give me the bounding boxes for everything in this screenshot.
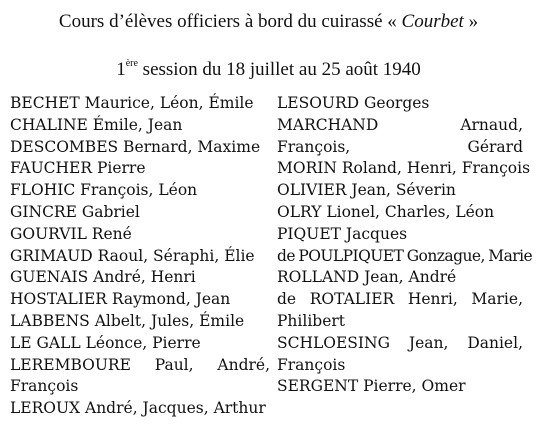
- roster-entry: LEROUX André, Jacques, Arthur: [10, 399, 266, 418]
- roster-entry: MORIN Roland, Henri, François: [277, 159, 531, 178]
- roster-entry: de ROTALIER Henri, Marie, Philibert: [277, 290, 523, 330]
- roster-entry: CHALINE Émile, Jean: [10, 115, 183, 134]
- roster-entry: OLRY Lionel, Charles, Léon: [277, 202, 495, 221]
- session-ordinal: ère: [125, 58, 138, 69]
- roster-entry: SERGENT Pierre, Omer: [277, 377, 466, 396]
- roster-entry: FAUCHER Pierre: [10, 159, 146, 178]
- roster-entry: FLOHIC François, Léon: [10, 181, 198, 200]
- roster-entry: LESOURD Georges: [277, 94, 430, 112]
- roster-entry: PIQUET Jacques: [277, 224, 408, 243]
- roster-entry: HOSTALIER Raymond, Jean: [10, 290, 231, 309]
- roster-entry: GRIMAUD Raoul, Séraphi, Élie: [10, 246, 255, 265]
- session-dates: session du 18 juillet au 25 août 1940: [137, 59, 421, 80]
- title-prefix: Cours d’élèves officiers à bord du cuirassé «: [58, 11, 402, 32]
- roster-entry: GINCRE Gabriel: [10, 202, 140, 221]
- session-number: 1: [116, 59, 126, 80]
- roster-right-column: [277, 93, 533, 398]
- roster-entry: LEREMBOURE Paul, André, François: [10, 355, 270, 396]
- roster-entry: GUENAIS André, Henri: [10, 268, 196, 287]
- document-title: [0, 10, 537, 34]
- roster-entry: SCHLOESING Jean, Daniel, François: [277, 333, 523, 374]
- ship-name: Courbet: [401, 11, 464, 32]
- roster-entry: OLIVIER Jean, Séverin: [277, 181, 456, 200]
- roster-entry: GOURVIL René: [10, 224, 132, 243]
- roster-entry: DESCOMBES Bernard, Maxime: [10, 137, 261, 156]
- roster-entry: LE GALL Léonce, Pierre: [10, 333, 201, 352]
- session-line: [0, 52, 537, 82]
- roster-entry: BECHET Maurice, Léon, Émile: [10, 94, 254, 112]
- roster-left-column: [10, 93, 270, 420]
- roster-entry: ROLLAND Jean, André: [277, 268, 457, 287]
- roster-entry: MARCHAND Arnaud, François, Gérard: [277, 115, 523, 156]
- title-suffix: »: [463, 11, 479, 32]
- roster-entry: LABBENS Albelt, Jules, Émile: [10, 311, 245, 330]
- roster-entry: de POULPIQUET Gonzague, Marie: [277, 246, 533, 265]
